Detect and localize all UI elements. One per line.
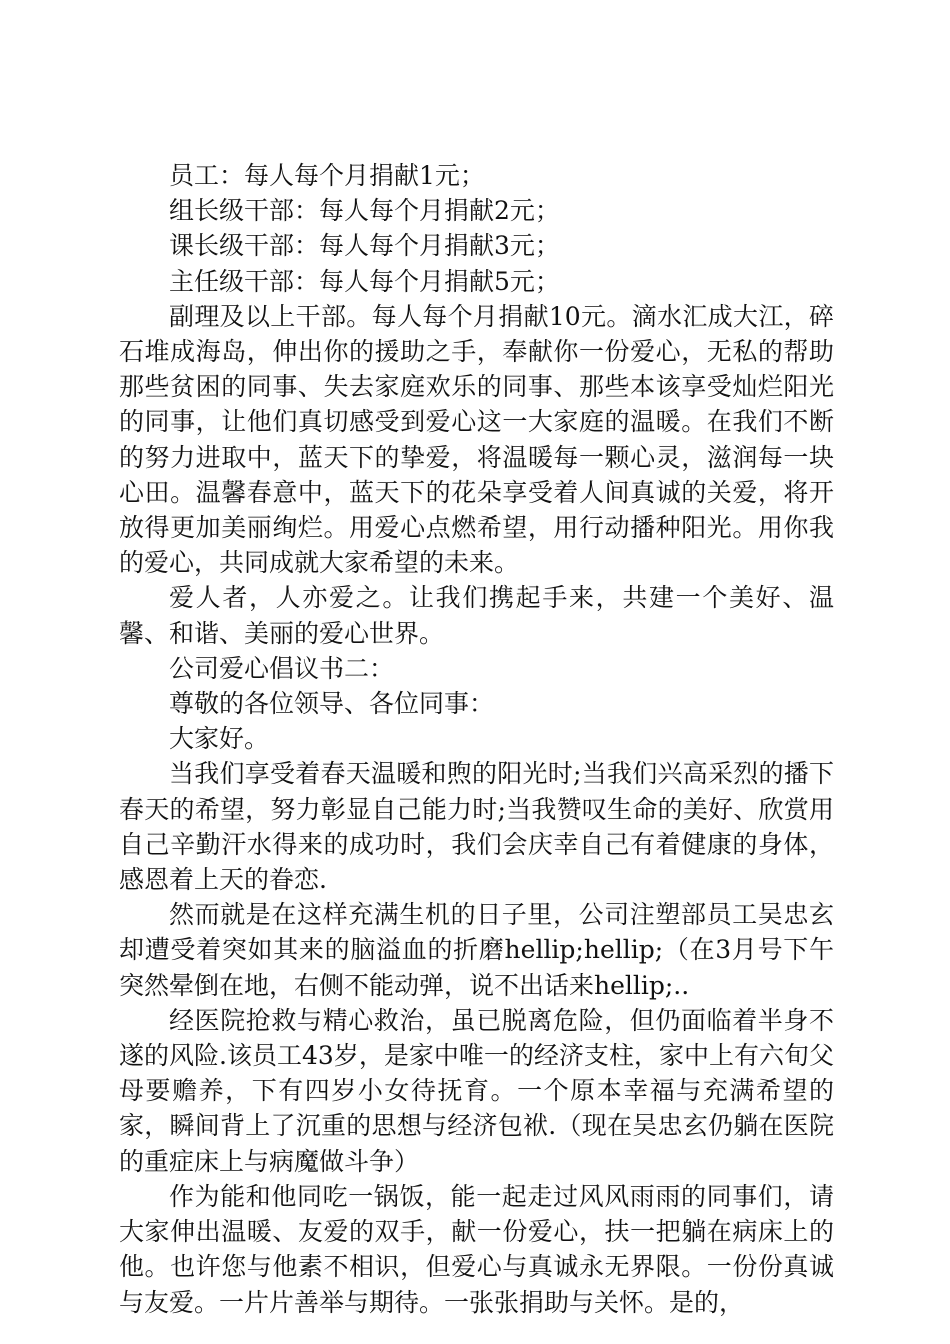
- paragraph-spring: 当我们享受着春天温暖和煦的阳光时;当我们兴高采烈的播下春天的希望，努力彰显自己能力时;当我赞叹生命的美好、欣赏用自己辛勤汗水得来的成功时，我们会庆幸自己有着健康的身体，感恩着上天的眷恋.: [119, 759, 834, 895]
- paragraph-illness: 然而就是在这样充满生机的日子里，公司注塑部员工吴忠玄却遭受着突如其来的脑溢血的折磨hellip;hellip;（在3月号下午突然晕倒在地，右侧不能动弹，说不出话来hellip;..: [119, 900, 834, 1000]
- paragraph-staff-donation: 员工：每人每个月捐献1元；: [169, 161, 485, 190]
- paragraph-deputy-manager-donation: 副理及以上干部。每人每个月捐献10元。滴水汇成大江，碎石堆成海岛，伸出你的援助之手，奉献你一份爱心，无私的帮助那些贫困的同事、失去家庭欢乐的同事、那些本该享受灿烂阳光的同事，让他们真切感受到爱心这一大家庭的温暖。在我们不断的努力进取中，蓝天下的挚爱，将温暖每一颗心灵，滋润每一块心田。温馨春意中，蓝天下的花朵享受着人间真诚的关爱，将开放得更加美丽绚烂。用爱心点燃希望，用行动播种阳光。用你我的爱心，共同成就大家希望的未来。: [119, 301, 834, 578]
- greeting: 大家好。: [169, 724, 270, 754]
- paragraph-director-donation: 主任级干部：每人每个月捐献5元；: [169, 266, 560, 296]
- paragraph-section-chief-donation: 课长级干部：每人每个月捐献3元；: [169, 231, 560, 261]
- section-heading-proposal-two: 公司爱心倡议书二：: [169, 653, 395, 683]
- document-body: [119, 158, 834, 1320]
- paragraph-hospital: 经医院抢救与精心救治，虽已脱离危险，但仍面临着半身不遂的风险.该员工43岁，是家中唯一的经济支柱，家中上有六旬父母要赡养，下有四岁小女待抚育。一个原本幸福与充满希望的家，瞬间背上了沉重的思想与经济包袱.（现在吴忠玄仍躺在医院的重症床上与病魔做斗争）: [119, 1005, 834, 1176]
- salutation: 尊敬的各位领导、各位同事：: [169, 689, 495, 719]
- paragraph-team-leader-donation: 组长级干部：每人每个月捐献2元；: [169, 196, 560, 226]
- paragraph-call-to-help: 作为能和他同吃一锅饭，能一起走过风风雨雨的同事们，请大家伸出温暖、友爱的双手，献一份爱心，扶一把躺在病床上的他。也许您与他素不相识，但爱心与真诚永无界限。一份份真诚与友爱。一片片善举与期待。一张张捐助与关怀。是的，: [119, 1181, 834, 1317]
- paragraph-love-world: 爱人者，人亦爱之。让我们携起手来，共建一个美好、温馨、和谐、美丽的爱心世界。: [119, 583, 834, 648]
